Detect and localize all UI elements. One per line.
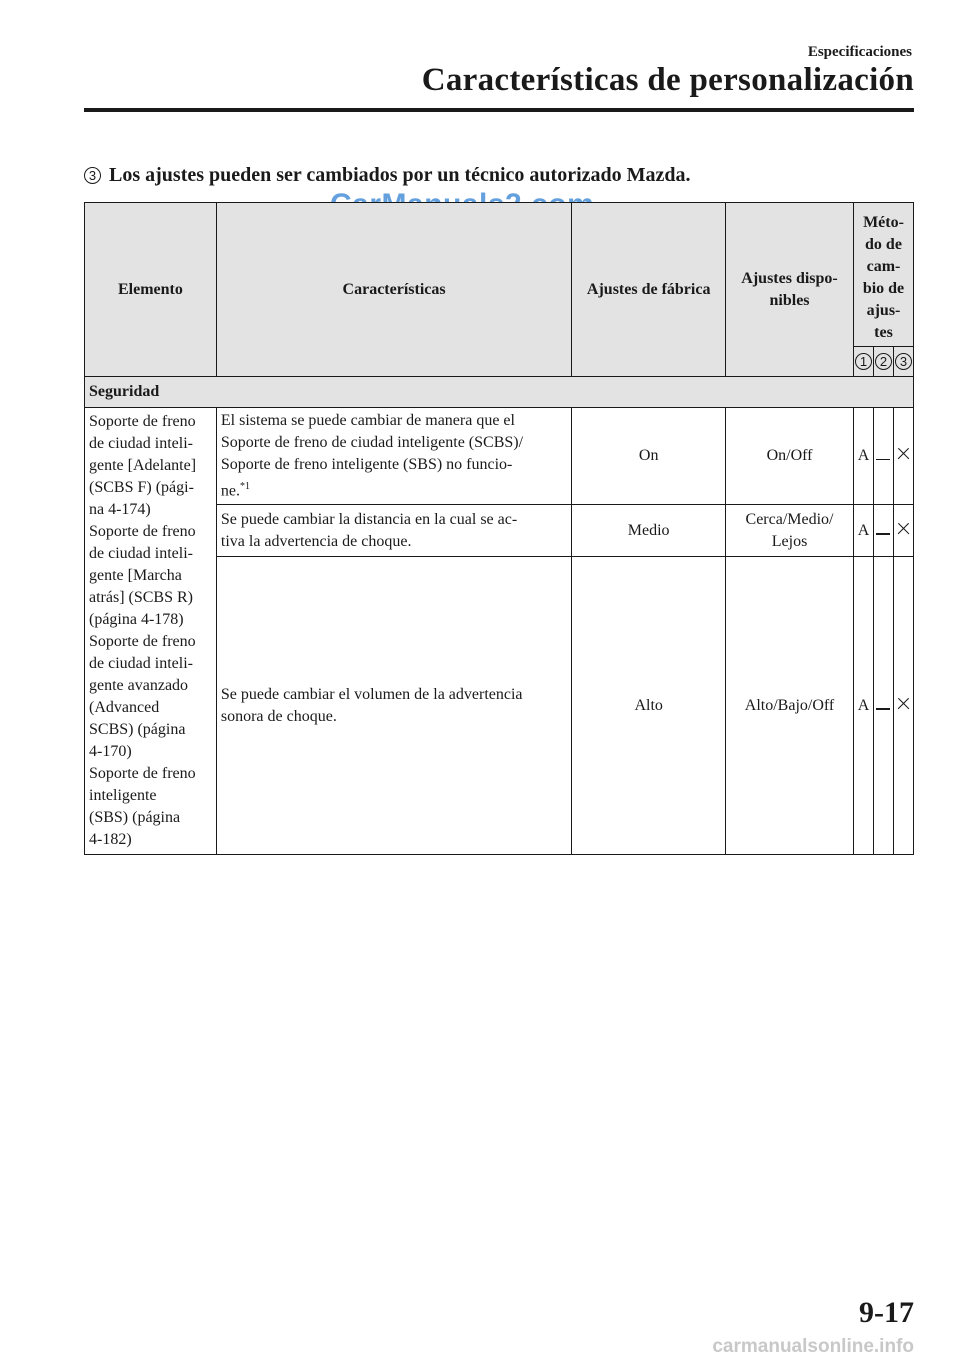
header-element: Elemento [85, 203, 217, 377]
watermark-footer: carmanualsonline.info [712, 1336, 914, 1357]
feature-text: El sistema se puede cambiar de manera que el Soporte de freno de ciudad inteligente (SCBS)/ Soporte de freno inteligente (SBS) no funcio- ne. [220, 412, 524, 500]
page-number: 9-17 [859, 1296, 914, 1329]
x-icon [897, 447, 910, 460]
customization-table [84, 202, 914, 855]
section-name: Especificaciones [807, 44, 912, 60]
method-cell-1: A [853, 505, 873, 557]
header-method: Méto- do de cam- bio de ajus- tes [853, 203, 913, 347]
method-cell-2 [873, 557, 893, 855]
method-sub-3 [893, 347, 913, 377]
header-divider [84, 108, 914, 112]
factory-cell: Alto [572, 557, 726, 855]
method-cell-1: A [853, 557, 873, 855]
feature-cell: Se puede cambiar el volumen de la advertencia sonora de choque. [216, 557, 571, 855]
method-cell-2 [873, 505, 893, 557]
x-icon [897, 697, 910, 710]
available-cell: Alto/Bajo/Off [726, 557, 854, 855]
footnote-ref: *1 [239, 481, 250, 492]
circled-number-icon: 3 [84, 167, 101, 184]
feature-cell [216, 408, 571, 505]
element-cell: Soporte de freno de ciudad inteli- gente [Adelante] (SCBS F) (pági- na 4-174) Soporte de freno de ciudad inteli- gente [Marcha atrás] (SCBS R) (página 4-178) Soporte de freno de ciudad inteli- gente avanzado (Advanced SCBS) (página 4-170) Soporte de freno inteligente (SBS) (página 4-182) [85, 408, 217, 855]
dash-icon [876, 533, 890, 534]
method-sub-2 [873, 347, 893, 377]
section-row: Seguridad [85, 377, 914, 408]
circled-number-icon: 2 [875, 353, 892, 370]
available-cell: Cerca/Medio/ Lejos [726, 505, 854, 557]
page-title: Características de personalización [421, 62, 914, 98]
intro-line [84, 164, 691, 187]
method-cell-2 [873, 408, 893, 505]
method-sub-1 [853, 347, 873, 377]
dash-icon [876, 459, 890, 460]
header-available: Ajustes dispo- nibles [726, 203, 854, 377]
factory-cell: Medio [572, 505, 726, 557]
circled-number-icon: 1 [855, 353, 872, 370]
available-cell: On/Off [726, 408, 854, 505]
method-cell-3 [893, 505, 913, 557]
factory-cell: On [572, 408, 726, 505]
header-features: Características [216, 203, 571, 377]
dash-icon [876, 708, 890, 709]
method-cell-3 [893, 408, 913, 505]
method-cell-3 [893, 557, 913, 855]
feature-cell: Se puede cambiar la distancia en la cual se ac- tiva la advertencia de choque. [216, 505, 571, 557]
header-factory: Ajustes de fábrica [572, 203, 726, 377]
x-icon [897, 522, 910, 535]
method-cell-1: A [853, 408, 873, 505]
intro-text: Los ajustes pueden ser cambiados por un técnico autorizado Mazda. [109, 164, 691, 186]
circled-number-icon: 3 [895, 353, 912, 370]
